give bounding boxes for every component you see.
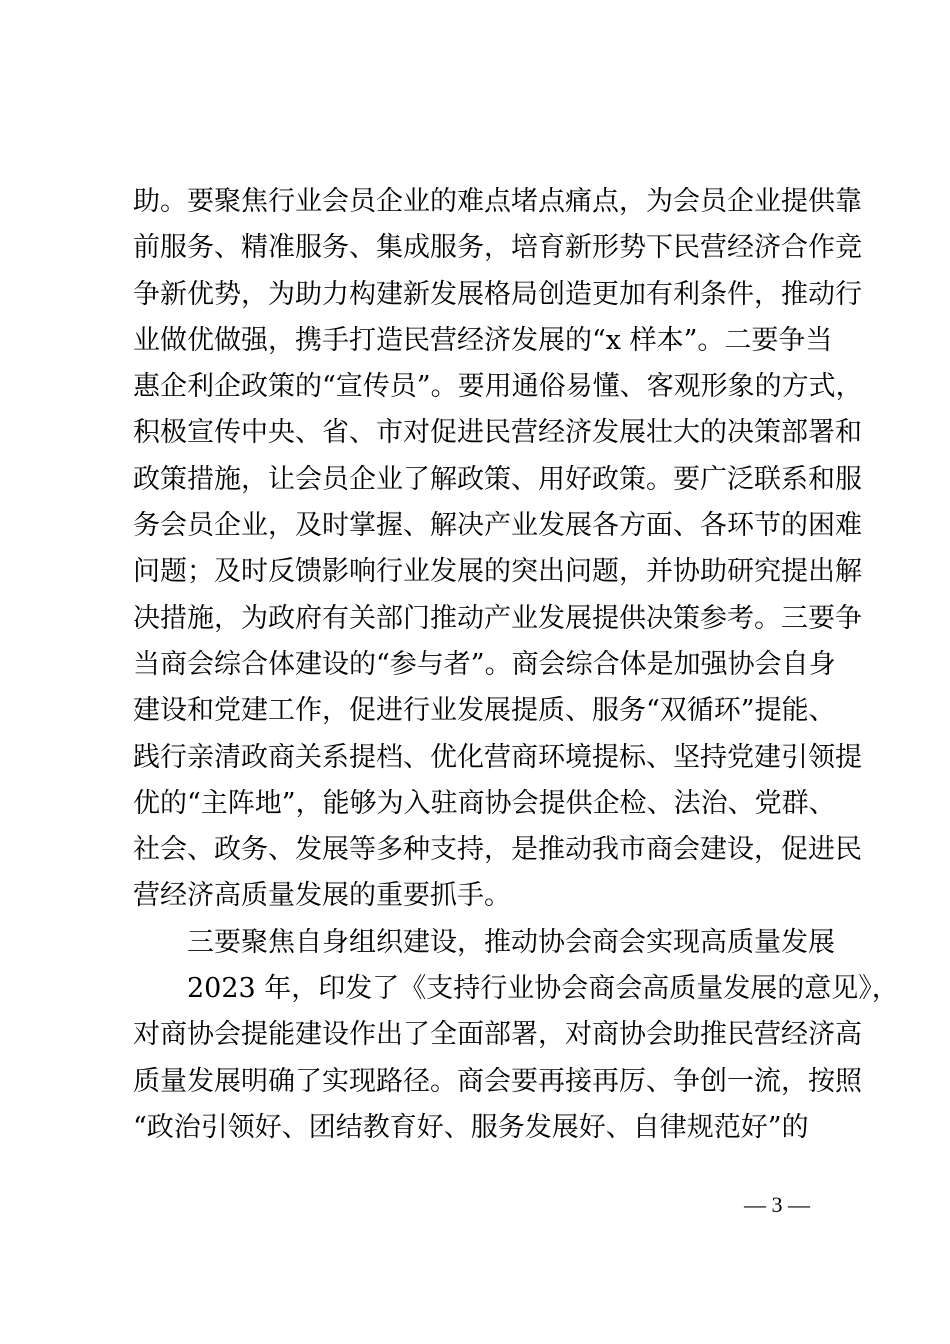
text-line: 问题；及时反馈影响行业发展的突出问题，并协助研究提出解 [133, 556, 862, 588]
section-heading: 三要聚焦自身组织建设，推动协会商会实现高质量发展 [187, 926, 835, 958]
text-line: “政治引领好、团结教育好、服务发展好、自律规范好”的 [133, 1111, 809, 1143]
text-line: 决措施，为政府有关部门推动产业发展提供决策参考。三要争 [133, 602, 862, 634]
text-line: 积极宣传中央、省、市对促进民营经济发展壮大的决策部署和 [133, 417, 862, 449]
text-line: 务会员企业，及时掌握、解决产业发展各方面、各环节的困难 [133, 510, 862, 542]
text-line: 对商协会提能建设作出了全面部署，对商协会助推民营经济高 [133, 1019, 862, 1051]
text-line: 政策措施，让会员企业了解政策、用好政策。要广泛联系和服 [133, 463, 862, 495]
text-line: 业做优做强，携手打造民营经济发展的“x 样本”。二要争当 [133, 324, 833, 356]
text-line: 质量发展明确了实现路径。商会要再接再厉、争创一流，按照 [133, 1065, 862, 1097]
text-line: 助。要聚焦行业会员企业的难点堵点痛点，为会员企业提供靠 [133, 186, 862, 217]
text-line: 践行亲清政商关系提档、优化营商环境提标、坚持党建引领提 [133, 741, 862, 773]
text-line: 建设和党建工作，促进行业发展提质、服务“双循环”提能、 [133, 695, 836, 727]
text-line: 前服务、精准服务、集成服务，培育新形势下民营经济合作竞 [133, 232, 862, 264]
text-line: 优的“主阵地”，能够为入驻商协会提供企检、法治、党群、 [133, 787, 836, 819]
text-line: 惠企利企政策的“宣传员”。要用通俗易懂、客观形象的方式， [133, 371, 863, 403]
text-line: 营经济高质量发展的重要抓手。 [133, 880, 511, 912]
body-text [133, 179, 899, 1151]
text-line: 争新优势，为助力构建新发展格局创造更加有利条件，推动行 [133, 278, 862, 310]
text-line: 当商会综合体建设的“参与者”。商会综合体是加强协会自身 [133, 648, 836, 680]
text-line: 社会、政务、发展等多种支持，是推动我市商会建设，促进民 [133, 834, 862, 866]
page-number: — 3 — [744, 1192, 810, 1217]
text-line: 2023 年，印发了《支持行业协会商会高质量发展的意见》， [187, 973, 899, 1005]
